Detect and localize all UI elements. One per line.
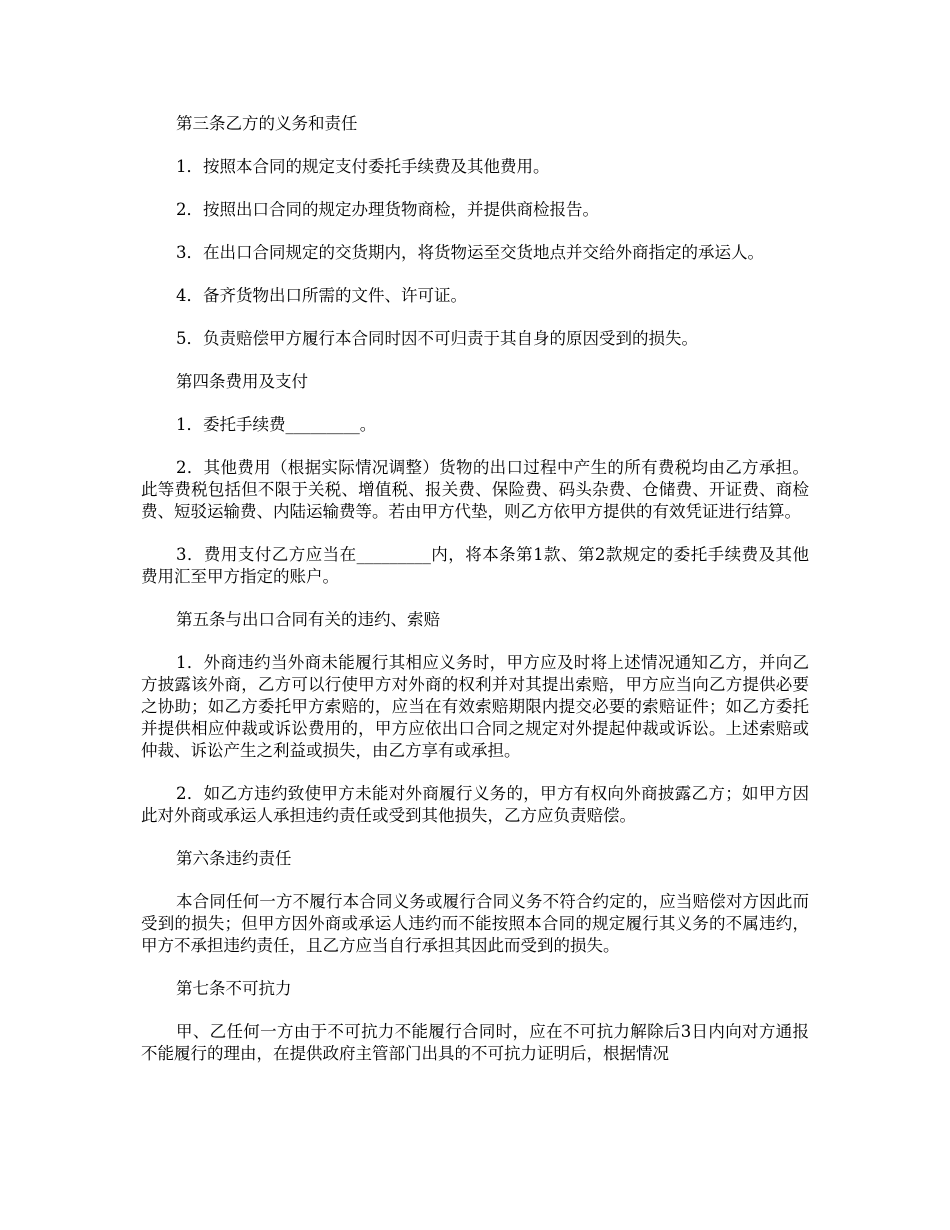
paragraph-3-5: 5．负责赔偿甲方履行本合同时因不可归责于其自身的原因受到的损失。 [176,329,698,348]
paragraph-3-4: 4．备齐货物出口所需的文件、许可证。 [176,286,467,305]
section-heading-5: 第五条与出口合同有关的违约、索赔 [176,610,440,629]
section-heading-4: 第四条费用及支付 [176,372,308,391]
paragraph-6-1: 本合同任何一方不履行本合同义务或履行合同义务不符合约定的，应当赔偿对方因此而受到的损失；但甲方因外商或承运人违约而不能按照本合同的规定履行其义务的不属违约，甲方不承担违约责任，且乙方应当自行承担其因此而受到的损失。 [141,892,809,955]
paragraph-3-1: 1．按照本合同的规定支付委托手续费及其他费用。 [176,157,550,176]
section-heading-7: 第七条不可抗力 [176,979,292,998]
paragraph-3-3: 3．在出口合同规定的交货期内，将货物运至交货地点并交给外商指定的承运人。 [176,243,764,262]
section-heading-6: 第六条违约责任 [176,849,292,868]
paragraph-5-2: 2．如乙方违约致使甲方未能对外商履行义务的，甲方有权向外商披露乙方；如甲方因此对外商或承运人承担违约责任或受到其他损失，乙方应负责赔偿。 [141,784,809,825]
paragraph-4-1: 1．委托手续费_________。 [176,415,377,434]
paragraph-7-1: 甲、乙任何一方由于不可抗力不能履行合同时，应在不可抗力解除后3日内向对方通报不能履行的理由，在提供政府主管部门出具的不可抗力证明后，根据情况 [141,1022,809,1063]
paragraph-3-2: 2．按照出口合同的规定办理货物商检，并提供商检报告。 [176,200,599,219]
paragraph-4-3: 3．费用支付乙方应当在_________内，将本条第1款、第2款规定的委托手续费及其他费用汇至甲方指定的账户。 [141,545,809,586]
paragraph-5-1: 1．外商违约当外商未能履行其相应义务时，甲方应及时将上述情况通知乙方，并向乙方披露该外商，乙方可以行使甲方对外商的权利并对其提出索赔，甲方应当向乙方提供必要之协助；如乙方委托甲方索赔的，应当在有效索赔期限内提交必要的索赔证件；如乙方委托并提供相应仲裁或诉讼费用的，甲方应依出口合同之规定对外提起仲裁或诉讼。上述索赔或仲裁、诉讼产生之利益或损失，由乙方享有或承担。 [141,653,809,760]
paragraph-4-2: 2．其他费用（根据实际情况调整）货物的出口过程中产生的所有费税均由乙方承担。此等费税包括但不限于关税、增值税、报关费、保险费、码头杂费、仓储费、开证费、商检费、短驳运输费、内陆运输费等。若由甲方代垫，则乙方依甲方提供的有效凭证进行结算。 [141,458,809,521]
document-body [141,113,809,1086]
section-heading-3: 第三条乙方的义务和责任 [176,114,358,133]
